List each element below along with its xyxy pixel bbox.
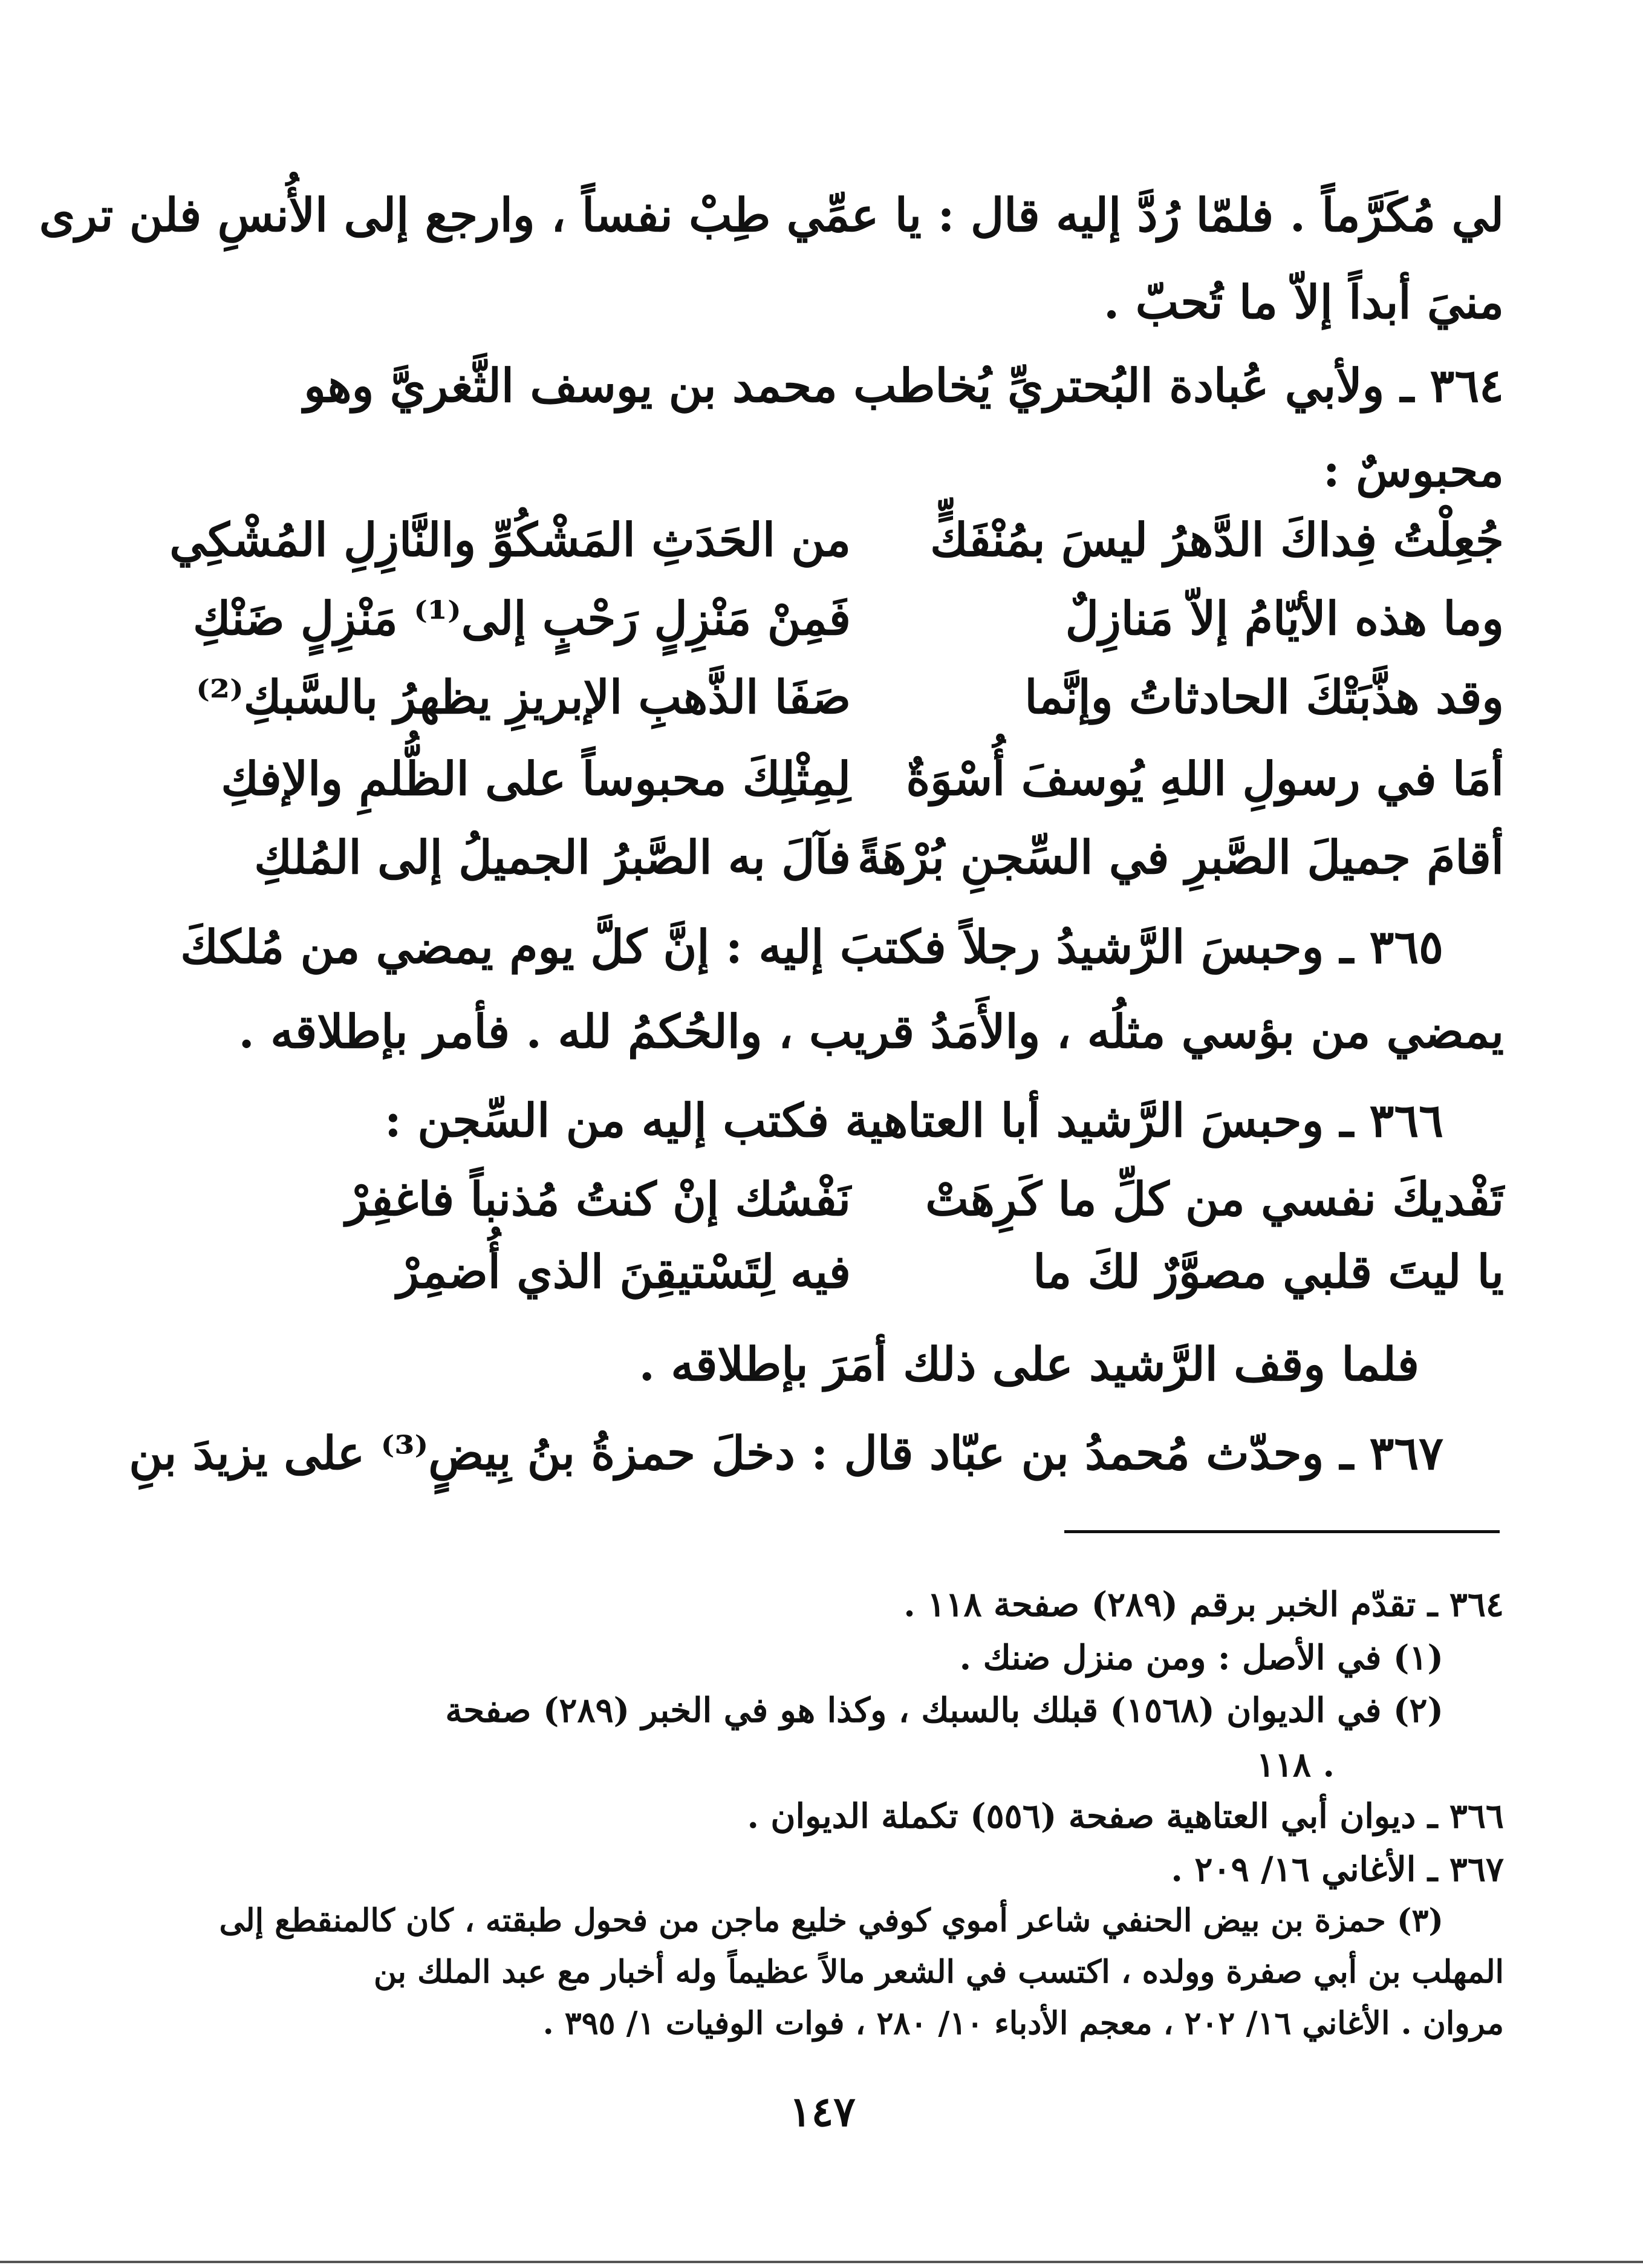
verse-left-hemistich: فيه لِتَسْتيقِنَ الذي أُضمِرْ: [397, 1245, 851, 1299]
verse-right-hemistich: جُعِلْتُ فِداكَ الدَّهرُ ليسَ بمُنْفَكٍّ: [930, 513, 1504, 567]
verse-right-hemistich: يا ليتَ قلبي مصوَّرٌ لكَ ما: [1033, 1245, 1504, 1299]
paragraph-line: محبوسٌ :: [1323, 443, 1504, 497]
paragraph-line: ٣٦٥ ـ وحبسَ الرَّشيدُ رجلاً فكتبَ إليه : إنَّ كلَّ يوم يمضي من مُلككَ: [180, 920, 1443, 974]
footnote: المهلب بن أبي صفرة وولده ، اكتسب في الشعر مالاً عظيماً وله أخبار مع عبد الملك بن: [373, 1954, 1504, 1990]
page-number: ١٤٧: [789, 2088, 856, 2136]
verse-right-hemistich: وقد هذَّبَتْكَ الحادثاتُ وإنَّما: [1024, 670, 1504, 724]
footnote: ٣٦٤ ـ تقدّم الخبر برقم (٢٨٩) صفحة ١١٨ .: [903, 1585, 1504, 1624]
footnote-divider: [1064, 1530, 1500, 1533]
verse-left-hemistich: فَمِنْ مَنْزِلٍ رَحْبٍ إلى⁽¹⁾ مَنْزِلٍ ضَنْكِ: [192, 591, 851, 645]
footnote: ٣٦٧ ـ الأغاني ١٦/ ٢٠٩ .: [1171, 1849, 1504, 1889]
footnote: (٣) حمزة بن بيض الحنفي شاعر أموي كوفي خليع ماجن من فحول طبقته ، كان كالمنقطع إلى: [219, 1902, 1443, 1939]
paragraph-line: لي مُكَرَّماً . فلمّا رُدَّ إليه قال : يا عمِّي طِبْ نفساً ، وارجع إلى الأُنسِ فلن ترى: [39, 188, 1504, 242]
verse-left-hemistich: من الحَدَثِ المَشْكُوِّ والنَّازِلِ المُشْكِي: [169, 513, 851, 567]
verse-right-hemistich: تَفْديكَ نفسي من كلِّ ما كَرِهَتْ: [925, 1172, 1504, 1226]
paragraph-line: يمضي من بؤسي مثلُه ، والأَمَدُ قريب ، والحُكمُ لله . فأمر بإطلاقه .: [238, 1005, 1504, 1058]
scan-edge-line: [0, 2261, 1643, 2263]
footnote: مروان . الأغاني ١٦/ ٢٠٢ ، معجم الأدباء ١٠/ ٢٨٠ ، فوات الوفيات ١/ ٣٩٥ .: [542, 2005, 1504, 2042]
verse-right-hemistich: وما هذه الأيّامُ إلاّ مَنازِلٌ: [1065, 591, 1504, 645]
paragraph-line: ٣٦٤ ـ ولأبي عُبادة البُحتريِّ يُخاطب محمد بن يوسف الثَّغريَّ وهو: [304, 359, 1504, 412]
paragraph-line: منيَ أبداً إلاّ ما تُحبّ .: [1103, 275, 1504, 329]
verse-left-hemistich: نَفْسُك إنْ كنتُ مُذنباً فاغفِرْ: [345, 1172, 851, 1226]
paragraph-line: ٣٦٧ ـ وحدّث مُحمدُ بن عبّاد قال : دخلَ حمزةُ بنُ بِيضٍ⁽³⁾ على يزيدَ بنِ: [129, 1426, 1443, 1480]
footnote: (٢) في الديوان (١٥٦٨) قبلك بالسبك ، وكذا هو في الخبر (٢٨٩) صفحة: [445, 1690, 1443, 1730]
verse-left-hemistich: فآلَ به الصَّبرُ الجميلُ إلى المُلكِ: [254, 830, 851, 884]
paragraph-line: ٣٦٦ ـ وحبسَ الرَّشيد أبا العتاهية فكتب إليه من السِّجن :: [384, 1093, 1443, 1147]
verse-right-hemistich: أمَا في رسولِ اللهِ يُوسفَ أُسْوَةٌ: [906, 752, 1504, 806]
footnote: ١١٨ .: [1256, 1745, 1335, 1785]
paragraph-line: فلما وقف الرَّشيد على ذلك أمَرَ بإطلاقه .: [639, 1337, 1419, 1391]
footnote: ٣٦٦ ـ ديوان أبي العتاهية صفحة (٥٥٦) تكملة الديوان .: [747, 1796, 1504, 1836]
verse-left-hemistich: صَفَا الذَّهبِ الإبريزِ يظهرُ بالسَّبكِ⁽²⁾: [196, 670, 851, 724]
footnote: (١) في الأصل : ومن منزل ضنك .: [959, 1638, 1443, 1678]
verse-left-hemistich: لِمِثْلِكَ محبوساً على الظُّلمِ والإفكِ: [221, 752, 851, 806]
verse-right-hemistich: أقامَ جميلَ الصَّبرِ في السِّجنِ بُرْهَةً: [857, 830, 1504, 884]
